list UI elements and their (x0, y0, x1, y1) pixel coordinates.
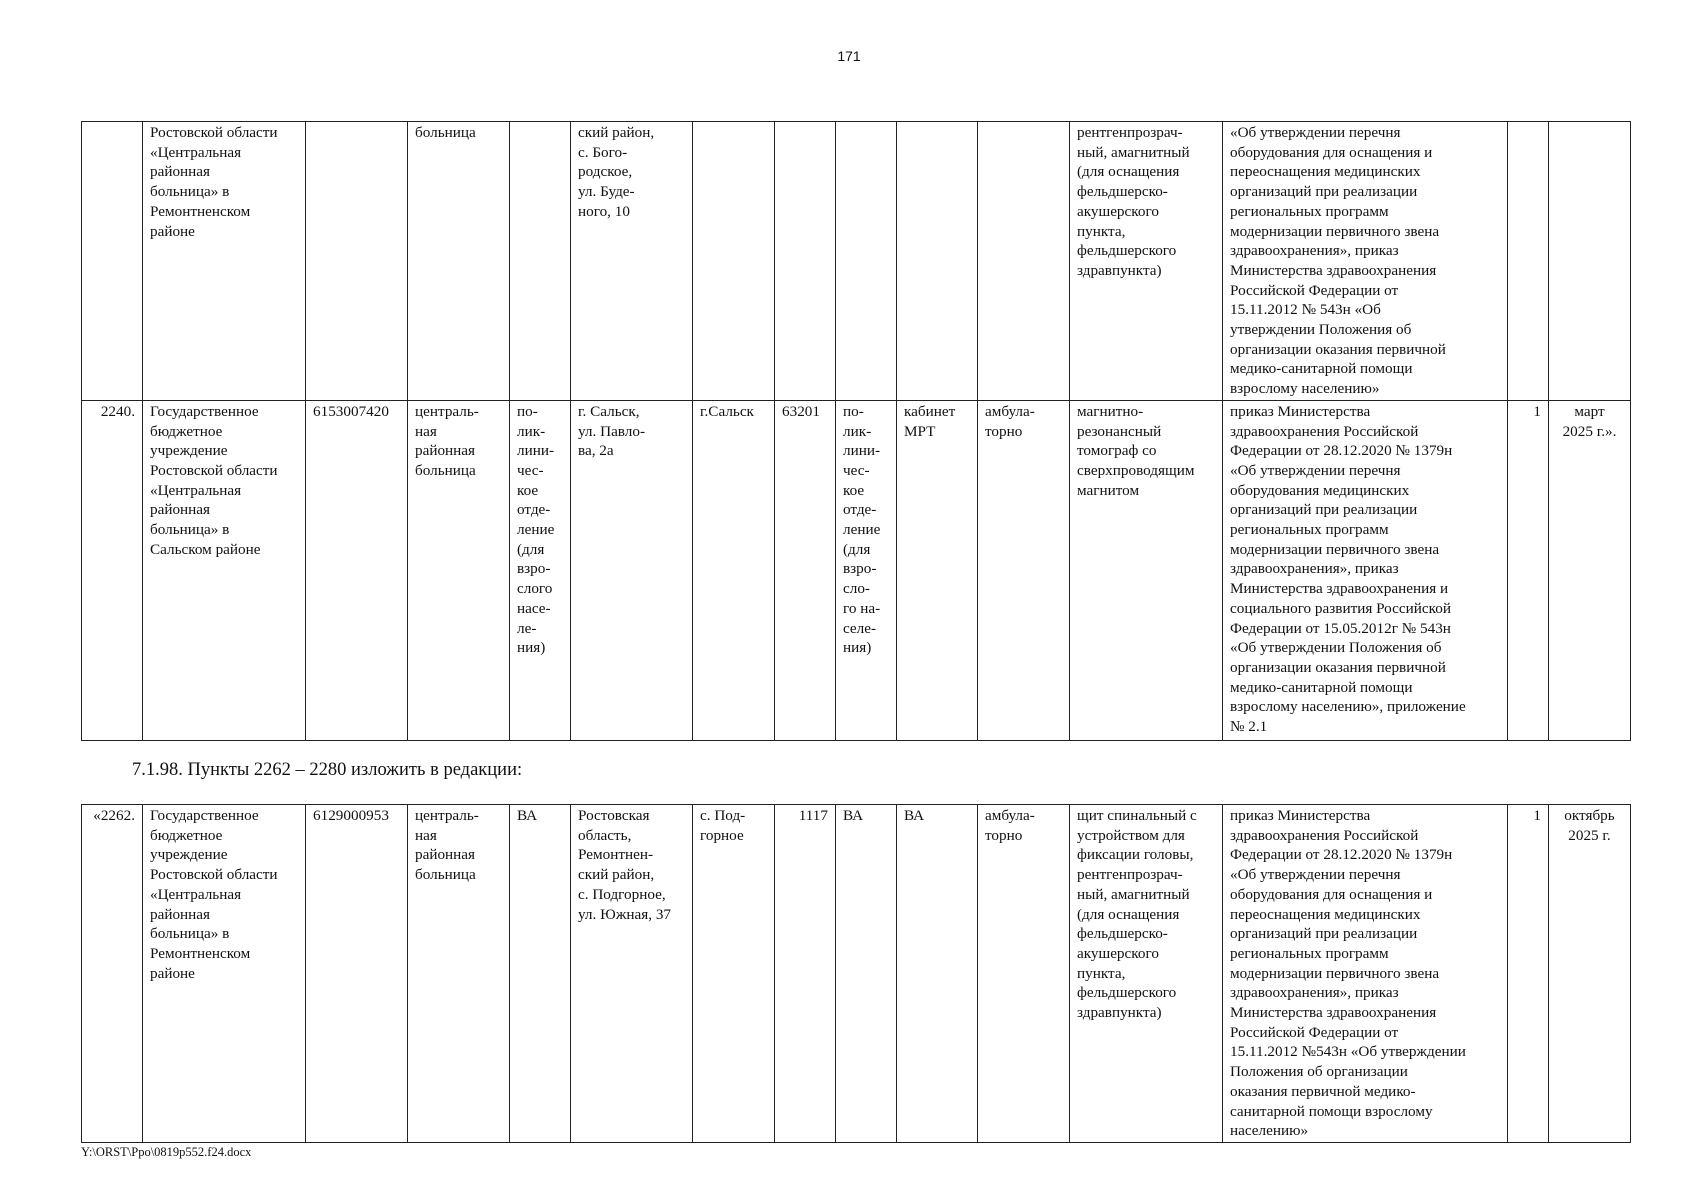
inn: 6129000953 (306, 805, 408, 1143)
address: г. Сальск, ул. Павло- ва, 2а (571, 400, 693, 740)
row-number: 2240. (82, 400, 143, 740)
due-date: март 2025 г.». (1549, 400, 1631, 740)
table-row (82, 400, 1631, 740)
due-date: октябрь 2025 г. (1549, 805, 1631, 1143)
equipment: магнитно- резонансный томограф со сверхпроводящим магнитом (1070, 400, 1223, 740)
department (510, 122, 571, 401)
quantity: 1 (1508, 805, 1549, 1143)
equipment-table-new (81, 804, 1631, 1143)
inn: 6153007420 (306, 400, 408, 740)
row-number (82, 122, 143, 401)
equipment-table-continued (81, 121, 1631, 741)
equipment: рентгенпрозрач- ный, амагнитный (для оснащения фельдшерско- акушерского пункта, фельдшерского здравпункта) (1070, 122, 1223, 401)
oktmo-code: 1117 (775, 805, 836, 1143)
legal-basis: приказ Министерства здравоохранения Российской Федерации от 28.12.2020 № 1379н «Об утверждении перечня оборудования медицинских организаций при реализации региональных программ модернизации первичного звена здравоохранения», приказ Министерства здравоохранения и социального развития Российской Федерации от 15.05.2012г № 543н «Об утверждении Положения об организации оказания первичной медико-санитарной помощи взрослому населению», приложение № 2.1 (1223, 400, 1508, 740)
legal-basis: «Об утверждении перечня оборудования для оснащения и переоснащения медицинских организаций при реализации региональных программ модернизации первичного звена здравоохранения», приказ Министерства здравоохранения Российской Федерации от 15.11.2012 № 543н «Об утверждении Положения об организации оказания первичной медико-санитарной помощи взрослому населению» (1223, 122, 1508, 401)
address: Ростовская область, Ремонтнен- ский район, с. Подгорное, ул. Южная, 37 (571, 805, 693, 1143)
subdivision (836, 122, 897, 401)
oktmo-code (775, 122, 836, 401)
room (897, 122, 978, 401)
organization-type: больница (408, 122, 510, 401)
organization-name: Государственное бюджетное учреждение Ростовской области «Центральная районная больница» в Сальском районе (143, 400, 306, 740)
page-number: 171 (837, 48, 861, 64)
organization-type: централь- ная районная больница (408, 400, 510, 740)
quantity: 1 (1508, 400, 1549, 740)
quantity (1508, 122, 1549, 401)
locality: г.Сальск (693, 400, 775, 740)
subdivision: ВА (836, 805, 897, 1143)
organization-name: Государственное бюджетное учреждение Ростовской области «Центральная районная больница» в Ремонтненском районе (143, 805, 306, 1143)
due-date (1549, 122, 1631, 401)
care-conditions: амбула- торно (978, 805, 1070, 1143)
legal-basis: приказ Министерства здравоохранения Российской Федерации от 28.12.2020 № 1379н «Об утверждении перечня оборудования для оснащения и переоснащения медицинских организаций при реализации региональных программ модернизации первичного звена здравоохранения», приказ Министерства здравоохранения Российской Федерации от 15.11.2012 №543н «Об утверждении Положения об организации оказания первичной медико- санитарной помощи взрослому населению» (1223, 805, 1508, 1143)
organization-name: Ростовской области «Центральная районная больница» в Ремонтненском районе (143, 122, 306, 401)
row-number: «2262. (82, 805, 143, 1143)
organization-type: централь- ная районная больница (408, 805, 510, 1143)
table-row (82, 122, 1631, 401)
equipment: щит спинальный с устройством для фиксации головы, рентгенпрозрач- ный, амагнитный (для оснащения фельдшерско- акушерского пункта, фельдшерского здравпункта) (1070, 805, 1223, 1143)
oktmo-code: 63201 (775, 400, 836, 740)
care-conditions (978, 122, 1070, 401)
department: ВА (510, 805, 571, 1143)
table-row (82, 805, 1631, 1143)
section-heading: 7.1.98. Пункты 2262 – 2280 изложить в редакции: (132, 760, 523, 780)
subdivision: по- лик- лини- чес- кое отде- ление (для взро- сло- го на- селе- ния) (836, 400, 897, 740)
room: ВА (897, 805, 978, 1143)
care-conditions: амбула- торно (978, 400, 1070, 740)
department: по- лик- лини- чес- кое отде- ление (для взро- слого насе- ле- ния) (510, 400, 571, 740)
locality (693, 122, 775, 401)
locality: с. Под- горное (693, 805, 775, 1143)
file-path-footer: Y:\ORST\Ppo\0819p552.f24.docx (81, 1145, 252, 1159)
room: кабинет МРТ (897, 400, 978, 740)
inn (306, 122, 408, 401)
address: ский район, с. Бого- родское, ул. Буде- ного, 10 (571, 122, 693, 401)
